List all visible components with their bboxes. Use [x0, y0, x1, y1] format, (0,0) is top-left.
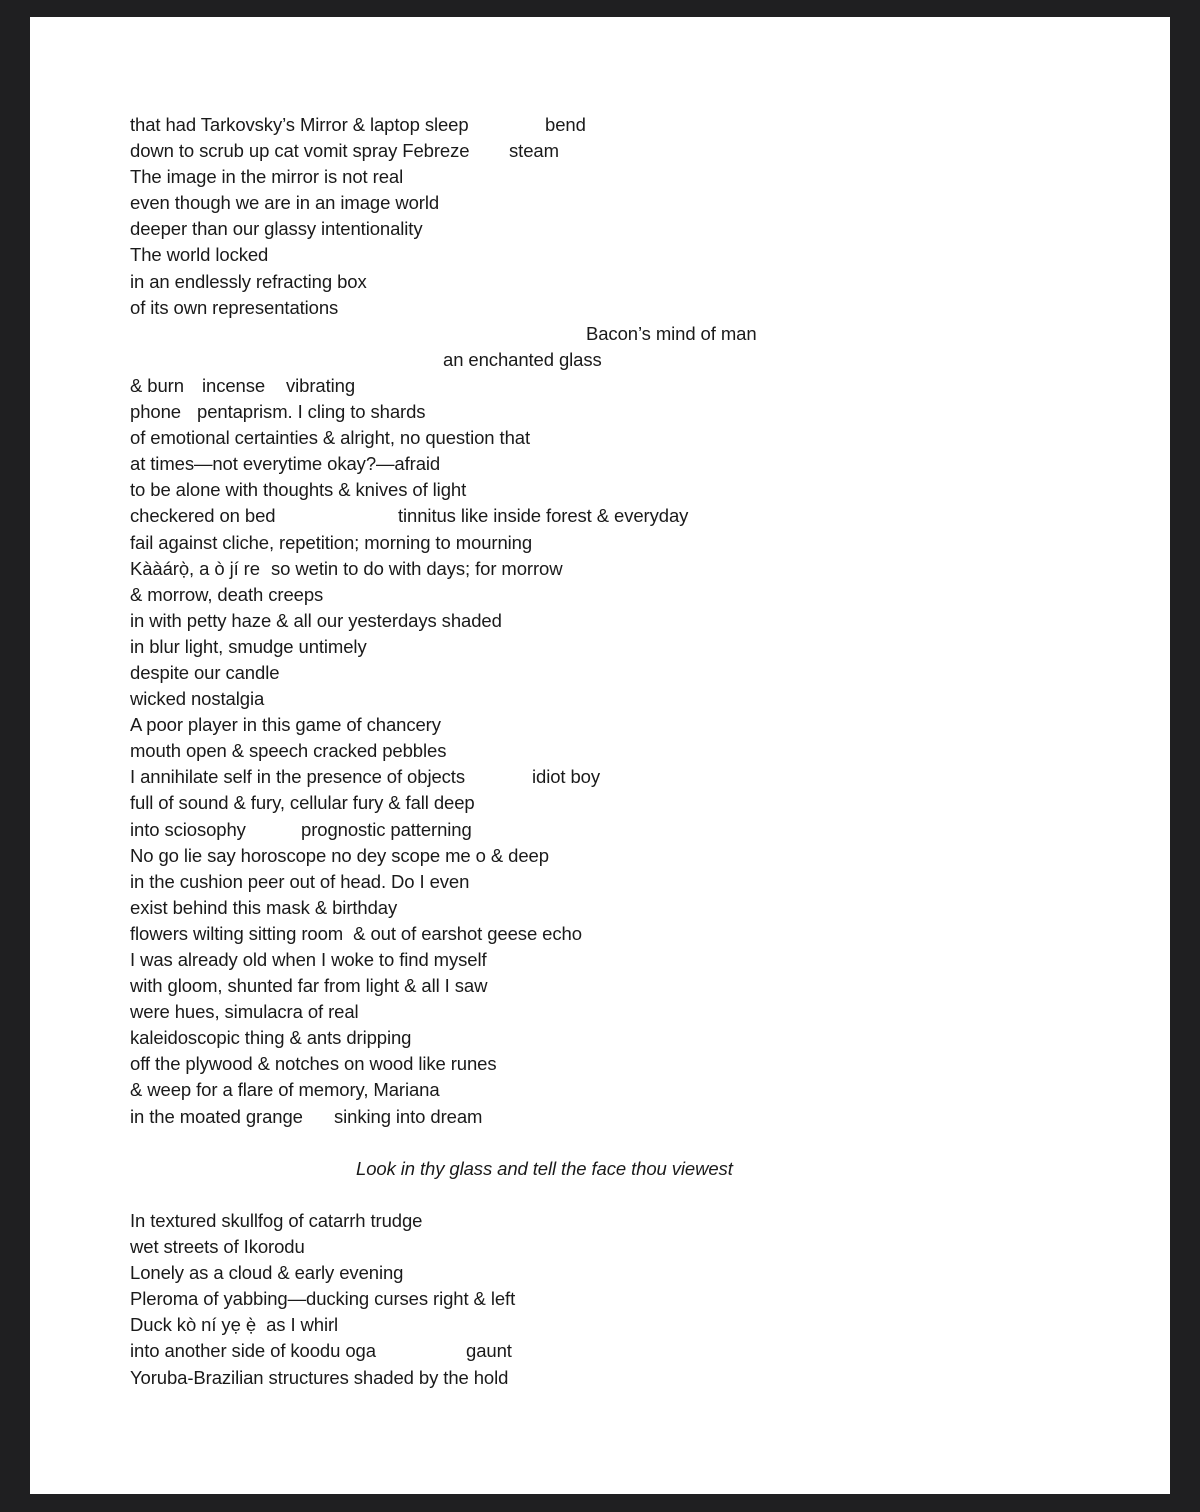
poem-text: mouth open & speech cracked pebbles [130, 740, 447, 762]
poem-line [130, 1365, 1130, 1391]
poem-line [130, 503, 1130, 529]
poem-text: steam [509, 140, 559, 162]
poem-line [130, 921, 1130, 947]
document-page [30, 17, 1170, 1494]
poem-text: in the moated grange [130, 1105, 303, 1127]
poem-text: Lonely as a cloud & early evening [130, 1262, 404, 1284]
poem-text: so wetin to do with days; for morrow [271, 557, 563, 579]
poem-line [130, 582, 1130, 608]
poem-line [130, 843, 1130, 869]
poem-line [130, 1338, 1130, 1364]
poem-line [130, 1104, 1130, 1130]
poem-text: fail against cliche, repetition; morning to mourning [130, 531, 533, 553]
poem-text: full of sound & fury, cellular fury & fall deep [130, 792, 475, 814]
poem-text: in with petty haze & all our yesterdays shaded [130, 609, 502, 631]
poem-line [130, 1077, 1130, 1103]
poem-text: into sciosophy [130, 818, 246, 840]
poem-line [130, 1025, 1130, 1051]
poem-line [130, 112, 1130, 138]
poem-text: I annihilate self in the presence of objects [130, 766, 465, 788]
poem-text: bend [545, 114, 586, 135]
poem-line [130, 869, 1130, 895]
poem-text: checkered on bed [130, 505, 276, 527]
poem-text: kaleidoscopic thing & ants dripping [130, 1027, 412, 1049]
poem-text: & burn [130, 374, 184, 396]
poem-line [130, 686, 1130, 712]
poem-line [130, 1260, 1130, 1286]
poem-text: phone [130, 401, 181, 423]
poem-text: sinking into dream [334, 1105, 483, 1127]
poem-line [130, 216, 1130, 242]
poem-text: Duck kò ní yẹ ẹ̀ as I whirl [130, 1314, 339, 1336]
poem-line [130, 477, 1130, 503]
poem-line [130, 817, 1130, 843]
poem-line [130, 530, 1130, 556]
poem-line [130, 634, 1130, 660]
stanza-break [130, 1182, 1130, 1208]
poem-line [130, 556, 1130, 582]
poem-body [130, 112, 1130, 1391]
poem-line [130, 608, 1130, 634]
poem-text: The world locked [130, 244, 269, 266]
poem-text: & morrow, death creeps [130, 583, 324, 605]
poem-line [130, 1312, 1130, 1338]
poem-text: tinnitus like inside forest & everyday [398, 505, 689, 527]
poem-text: pentaprism. I cling to shards [197, 401, 426, 423]
poem-text: with gloom, shunted far from light & all I saw [130, 975, 488, 997]
poem-text: No go lie say horoscope no dey scope me o & deep [130, 844, 549, 866]
poem-line [130, 138, 1130, 164]
poem-text: deeper than our glassy intentionality [130, 218, 423, 240]
poem-line [130, 373, 1130, 399]
poem-text: & weep for a flare of memory, Mariana [130, 1079, 440, 1101]
poem-line [130, 973, 1130, 999]
stanza-break [130, 1130, 1130, 1156]
poem-line [130, 425, 1130, 451]
poem-text: incense [202, 374, 266, 396]
poem-text: off the plywood & notches on wood like runes [130, 1053, 497, 1075]
poem-text: The image in the mirror is not real [130, 166, 404, 188]
poem-line [130, 999, 1130, 1025]
epigraph-line [130, 1156, 1130, 1182]
poem-text: to be alone with thoughts & knives of light [130, 479, 467, 501]
poem-line [130, 712, 1130, 738]
poem-text: at times—not everytime okay?—afraid [130, 453, 441, 475]
poem-line [130, 321, 1130, 347]
poem-line [130, 738, 1130, 764]
poem-text: I was already old when I woke to find myself [130, 949, 487, 970]
poem-text: in an endlessly refracting box [130, 270, 367, 292]
poem-text: wet streets of Ikorodu [130, 1236, 305, 1258]
poem-text: an enchanted glass [443, 348, 602, 370]
poem-text: were hues, simulacra of real [130, 1001, 359, 1023]
poem-text: wicked nostalgia [130, 688, 265, 710]
poem-line [130, 660, 1130, 686]
poem-text: in the cushion peer out of head. Do I even [130, 870, 470, 892]
poem-text: Yoruba-Brazilian structures shaded by the hold [130, 1366, 509, 1388]
poem-text: into another side of koodu oga [130, 1340, 376, 1362]
poem-text: idiot boy [532, 766, 601, 788]
poem-line [130, 399, 1130, 425]
poem-text: Pleroma of yabbing—ducking curses right & left [130, 1288, 516, 1310]
poem-line [130, 269, 1130, 295]
poem-line [130, 242, 1130, 268]
poem-text: A poor player in this game of chancery [130, 714, 441, 736]
poem-line [130, 1208, 1130, 1234]
poem-text: of emotional certainties & alright, no question that [130, 427, 530, 449]
poem-text: flowers wilting sitting room & out of earshot geese echo [130, 922, 582, 944]
poem-text: Kààárọ̀, a ò jí re [130, 557, 260, 579]
poem-line [130, 190, 1130, 216]
poem-text: prognostic patterning [301, 818, 472, 840]
poem-line [130, 295, 1130, 321]
poem-line [130, 1051, 1130, 1077]
poem-line [130, 347, 1130, 373]
poem-text: In textured skullfog of catarrh trudge [130, 1209, 423, 1231]
poem-text: down to scrub up cat vomit spray Febreze [130, 140, 470, 162]
poem-text: Look in thy glass and tell the face thou viewest [356, 1157, 733, 1179]
poem-text: Bacon’s mind of man [586, 322, 757, 344]
poem-line [130, 164, 1130, 190]
poem-text: that had Tarkovsky’s Mirror & laptop sleep [130, 114, 469, 135]
poem-text: gaunt [466, 1340, 512, 1362]
poem-line [130, 764, 1130, 790]
poem-text: in blur light, smudge untimely [130, 635, 367, 657]
poem-text: vibrating [286, 374, 356, 396]
poem-line [130, 1234, 1130, 1260]
poem-line [130, 947, 1130, 973]
poem-text: despite our candle [130, 661, 280, 683]
poem-line [130, 895, 1130, 921]
poem-text: of its own representations [130, 296, 339, 318]
poem-line [130, 790, 1130, 816]
poem-line [130, 451, 1130, 477]
poem-text: exist behind this mask & birthday [130, 896, 398, 918]
poem-line [130, 1286, 1130, 1312]
poem-text: even though we are in an image world [130, 192, 440, 214]
